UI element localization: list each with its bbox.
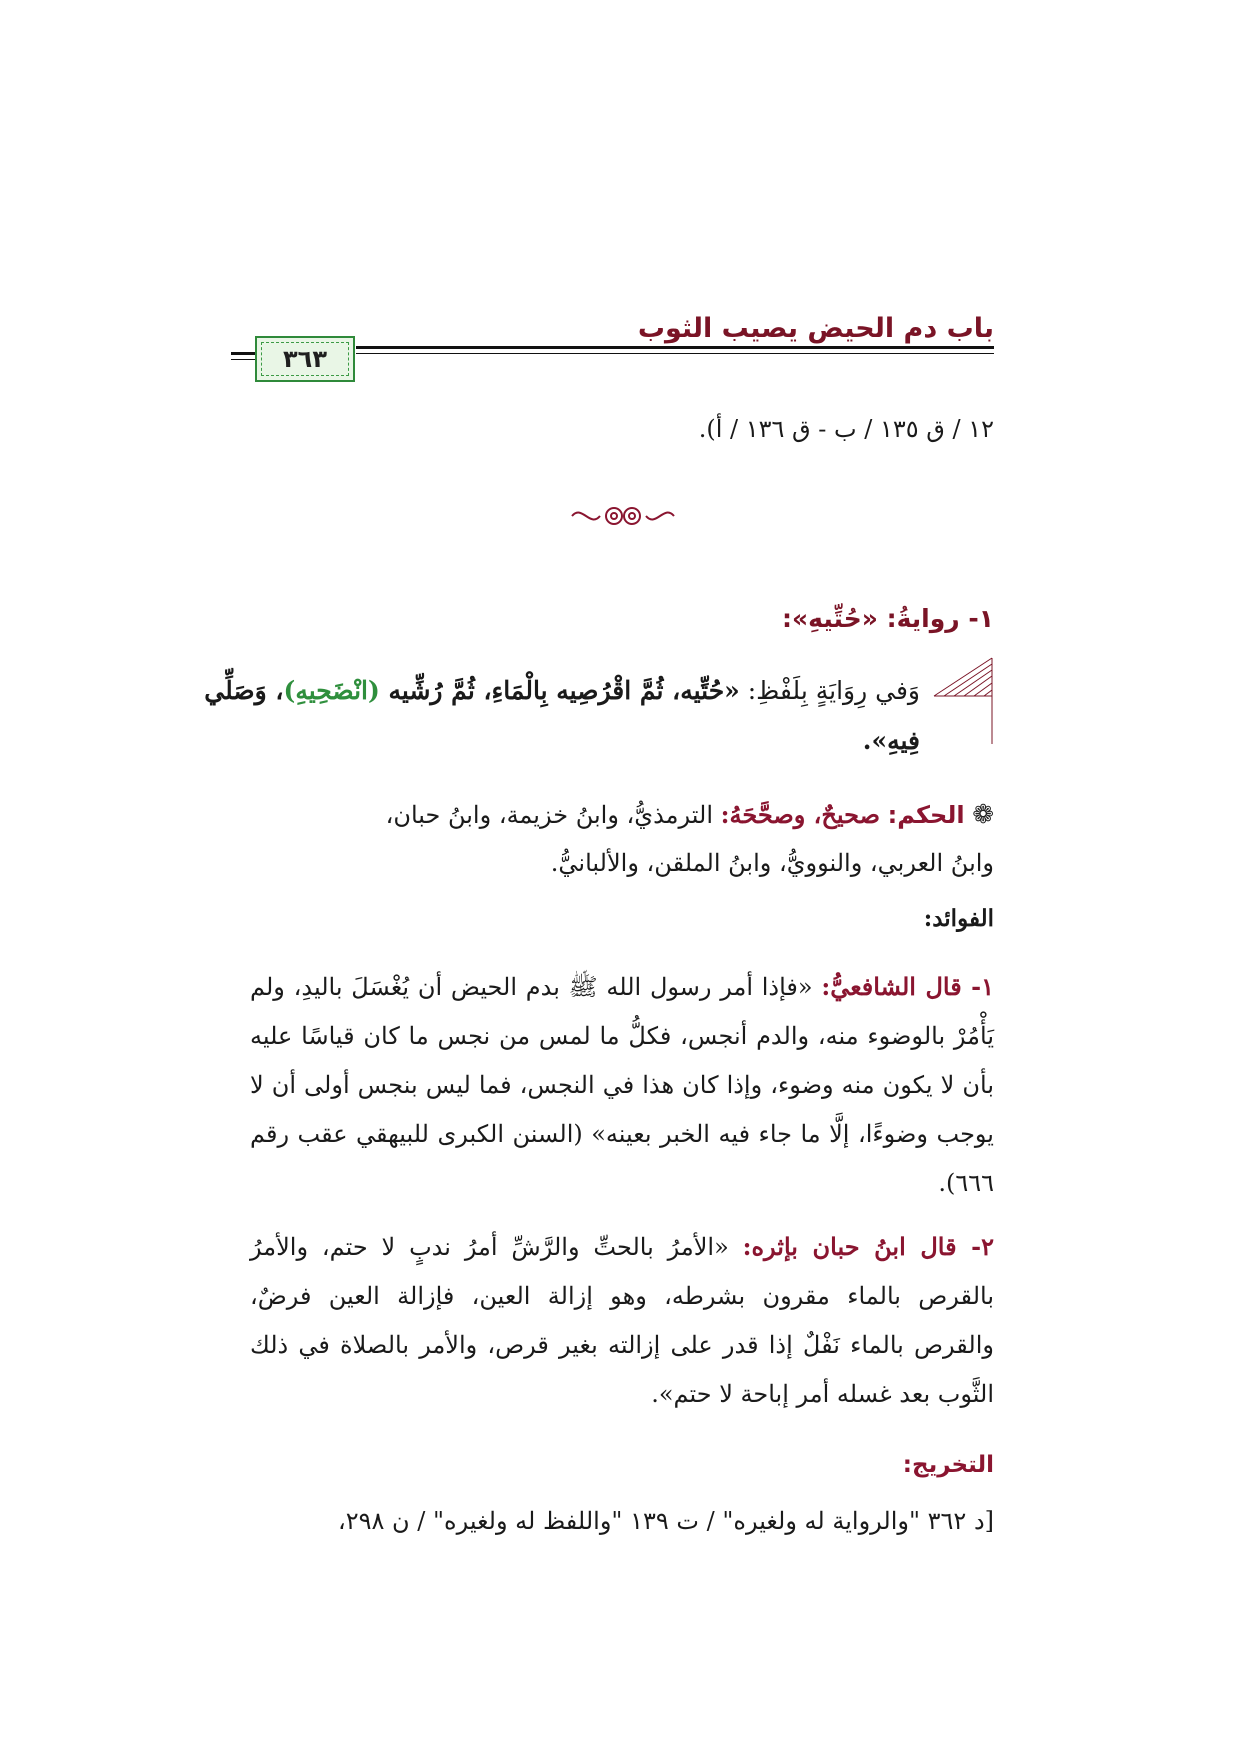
floral-divider-icon bbox=[568, 498, 678, 534]
benefits-heading: الفوائد: bbox=[923, 905, 994, 932]
benefit-2-label: ٢- قال ابنُ حبان بإثره: bbox=[742, 1232, 994, 1261]
corner-ornament-icon bbox=[930, 656, 994, 746]
header-rule-bottom bbox=[356, 353, 994, 354]
benefit-1-text: «فإذا أمر رسول الله ﷺ بدم الحيض أن يُغْسَلَ باليدِ، ولم يَأْمُرْ بالوضوء منه، والدم أنجس، فكلُّ ما لمس من نجس ما كان قياسًا عليه بأن لا يكون منه وضوء، وإذا كان هذا في النجس، فما ليس بنجس أولى أن لا يوجب وضوءًا، إلَّا ما جاء فيه الخبر بعينه» (السنن الكبرى للبيهقي عقب رقم ٦٦٦). bbox=[250, 973, 994, 1197]
takhrij-line: [د ٣٦٢ "والرواية له ولغيره" / ت ١٣٩ "واللفظ له ولغيره" / ن ٢٩٨، bbox=[337, 1507, 994, 1535]
page-number-badge bbox=[255, 336, 355, 382]
running-header-title: باب دم الحيض يصيب الثوب bbox=[637, 313, 994, 344]
benefit-1-paragraph bbox=[250, 962, 994, 1208]
benefit-2-paragraph bbox=[250, 1222, 994, 1419]
quote-bold-2: ، وَصَلِّي bbox=[204, 676, 284, 705]
header-rule-left-stub-thin bbox=[231, 359, 255, 360]
header-rule-top bbox=[356, 346, 994, 349]
flower-bullet-icon: ❁ bbox=[972, 800, 994, 830]
quote-green-part: (انْضَحِيهِ) bbox=[283, 676, 380, 705]
quote-line-1 bbox=[204, 676, 920, 706]
quote-bold-1: «حُتِّيه، ثُمَّ اقْرُصِيه بِالْمَاءِ، ثُمَّ رُشِّيه bbox=[379, 676, 740, 705]
ruling-line-2: وابنُ العربي، والنوويُّ، وابنُ الملقن، والألبانيُّ. bbox=[550, 849, 994, 877]
benefit-2-text: «الأمرُ بالحتِّ والرَّشِّ أمرُ ندبٍ لا حتم، والأمرُ بالقرص بالماء مقرون بشرطه، وهو إزالة العين، فإزالة العين فرضٌ، والقرص بالماء نَفْلٌ إذا قدر على إزالته بغير قرص، والأمر بالصلاة في ذلك الثَّوب بعد غسله أمر إباحة لا حتم». bbox=[250, 1233, 994, 1408]
ruling-line-1 bbox=[250, 800, 994, 830]
quote-prefix: وَفي رِوَايَةٍ بِلَفْظِ: bbox=[739, 676, 920, 705]
takhrij-heading: التخريج: bbox=[902, 1452, 994, 1478]
benefit-1-label: ١- قال الشافعيُّ: bbox=[821, 972, 995, 1001]
section-heading: ١- روايةُ: «حُتِّيهِ»: bbox=[782, 604, 994, 633]
intro-line: ١٢ / ق ١٣٥ / ب - ق ١٣٦ / أ). bbox=[698, 415, 994, 443]
ruling-verdict: صحيحٌ، وصحَّحَهُ: bbox=[720, 800, 880, 829]
ruling-authorities: الترمذيُّ، وابنُ خزيمة، وابنُ حبان، bbox=[385, 801, 721, 829]
page-number: ٣٦٣ bbox=[283, 345, 327, 373]
header-rule-left-stub bbox=[231, 352, 255, 355]
ruling-label: الحكم: bbox=[887, 801, 965, 829]
quote-line-2: فِيهِ». bbox=[862, 726, 920, 755]
